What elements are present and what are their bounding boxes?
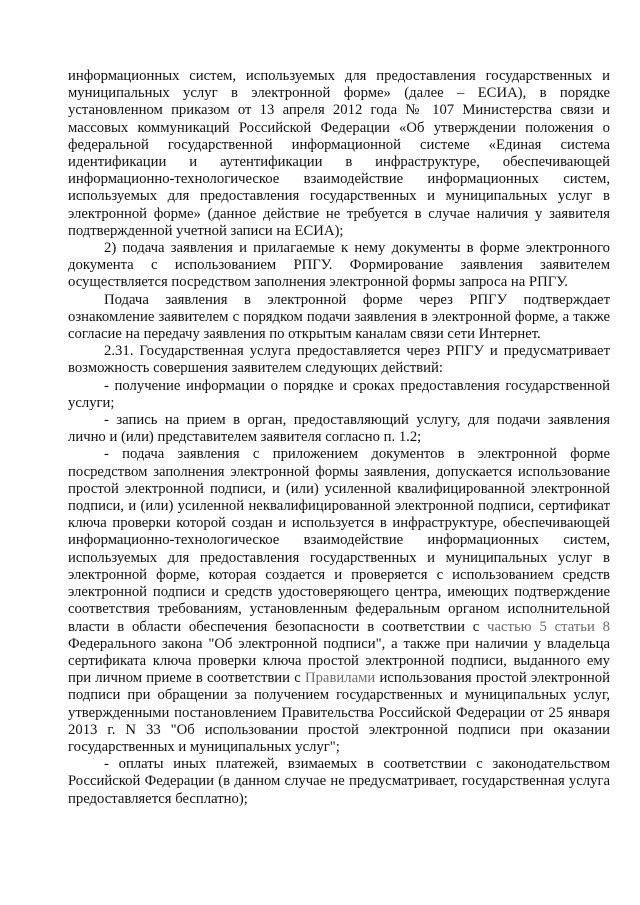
paragraph-submission-confirmation: Подача заявления в электронной форме через РПГУ подтверждает ознакомление заявителем с порядком подачи заявления в электронной форме, а также согласие на передачу заявления по открытым каналам связи сети Интернет. — [68, 291, 610, 343]
text-segment: использования простой электронной подписи при обращении за получением государственных и муниципальных услуг, утвержденными постановлением Правительства Российской Федерации от 25 января 2013 г. N 33 "Об использовании простой электронной подписи при оказании государственных и муниципальных услуг"; — [68, 670, 610, 755]
law-reference-link[interactable]: частью 5 статьи 8 — [487, 618, 611, 635]
paragraph-esia-continuation: информационных систем, используемых для предоставления государственных и муниципальных услуг в электронной форме» (далее – ЕСИА), в порядке установленном приказом от 13 апреля 2012 года № 107 Министерства связи и массовых коммуникаций Российской Федерации «Об утверждении положения о федеральной государственной информационной системе «Единая система идентификации и аутентификации в инфраструктуре, обеспечивающей информационно-технологическое взаимодействие информационных систем, используемых для предоставления государственных и муниципальных услуг в электронной форме» (данное действие не требуется в случае наличия у заявителя подтвержденной учетной записи на ЕСИА); — [68, 68, 610, 239]
list-item-appointment: - запись на прием в орган, предоставляющий услугу, для подачи заявления лично и (или) представителем заявителя согласно п. 1.2; — [68, 412, 610, 446]
paragraph-item-2: 2) подача заявления и прилагаемые к нему документы в форме электронного документа с использованием РПГУ. Формирование заявления заявителем осуществляется посредством заполнения электронной формы запроса на РПГУ. — [68, 240, 610, 291]
paragraph-2-31: 2.31. Государственная услуга предоставляется через РПГУ и предусматривает возможность совершения заявителем следующих действий: — [68, 343, 610, 377]
rules-reference-link[interactable]: Правилами — [304, 670, 376, 687]
text-segment: Федерального закона "Об электронной подписи", а также при наличии у владельца сертификата ключа проверки ключа простой электронной подписи, выданного ему при личном приеме в соответствии с — [68, 635, 610, 687]
list-item-information: - получение информации о порядке и сроках предоставления государственной услуги; — [68, 377, 610, 411]
list-item-payments: - оплаты иных платежей, взимаемых в соответствии с законодательством Российской Федерации (в данном случае не предусматривает, государственная услуга предоставляется бесплатно); — [68, 756, 610, 807]
list-item-electronic-submission — [68, 446, 610, 756]
text-segment: - подача заявления с приложением документов в электронной форме посредством заполнения электронной формы заявления, допускается использование простой электронной подписи, и (или) усиленной квалифицированной электронной подписи, и (или) усиленной неквалифицированной электронной подписи, сертификат ключа проверки которой создан и используется в инфраструктуре, обеспечивающей информационно-технологическое взаимодействие информационных систем, используемых для предоставления государственных и муниципальных услуг в электронной форме, которая создается и проверяется с использованием средств электронной подписи и средств удостоверяющего центра, имеющих подтверждение соответствия требованиям, установленным федеральным органом исполнительной власти в области обеспечения безопасности в соответствии с — [68, 446, 610, 635]
document-page — [68, 68, 610, 808]
